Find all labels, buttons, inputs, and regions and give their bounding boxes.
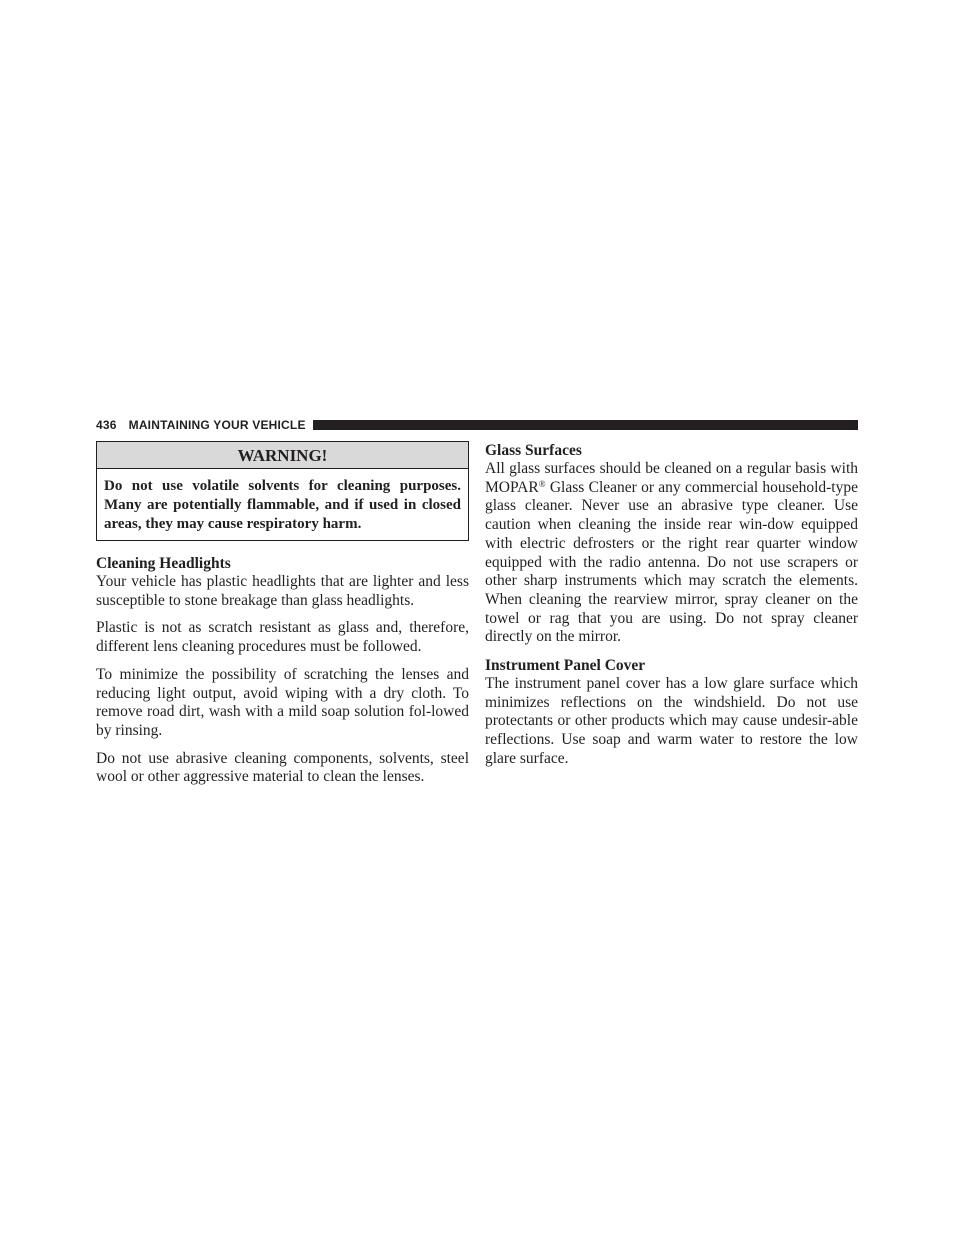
glass-surfaces-heading: Glass Surfaces bbox=[485, 442, 582, 459]
cleaning-headlights-heading: Cleaning Headlights bbox=[96, 555, 231, 572]
page-header bbox=[96, 416, 858, 434]
glass-text-end: Glass Cleaner or any commercial household-type glass cleaner. Never use an abrasive type cleaner. Use caution when cleaning the inside rear win-dow equipped with electric defrosters or the right rear quarter window equipped with the radio antenna. Do not use scrapers or other sharp instruments which may scratch the elements. When cleaning the rearview mirror, spray cleaner on the towel or rag that you are using. Do not spray cleaner directly on the mirror. bbox=[485, 478, 858, 646]
paragraph: Plastic is not as scratch resistant as glass and, therefore, different lens cleaning procedures must be followed. bbox=[96, 619, 469, 656]
glass-text-start: All glass surfaces should be cleaned on a regular basis with MOPAR bbox=[485, 460, 858, 496]
paragraph: To minimize the possibility of scratching the lenses and reducing light output, avoid wiping with a dry cloth. To remove road dirt, wash with a mild soap solution fol-lowed by rinsing. bbox=[96, 665, 469, 739]
warning-box bbox=[96, 441, 469, 541]
right-column bbox=[485, 441, 858, 778]
warning-text: Do not use volatile solvents for cleaning purposes. Many are potentially flammable, and if used in closed areas, they may cause respiratory harm. bbox=[104, 478, 461, 532]
header-rule bbox=[313, 420, 858, 430]
instrument-panel-cover-heading: Instrument Panel Cover bbox=[485, 657, 646, 675]
paragraph: Do not use abrasive cleaning components, solvents, steel wool or other aggressive material to clean the lenses. bbox=[96, 749, 469, 786]
paragraph: Your vehicle has plastic headlights that are lighter and less susceptible to stone breakage than glass headlights. bbox=[96, 573, 469, 609]
section-title: MAINTAINING YOUR VEHICLE bbox=[128, 418, 306, 432]
instrument-panel-paragraph: The instrument panel cover has a low glare surface which minimizes reflections on the windshield. Do not use protectants or other products which may cause undesir-able reflections. Use soap and warm water to restore the low glare surface. bbox=[485, 675, 858, 767]
page-number: 436 bbox=[96, 418, 117, 432]
warning-title: WARNING! bbox=[97, 442, 468, 469]
glass-surfaces-paragraph bbox=[485, 460, 858, 647]
left-column bbox=[96, 441, 469, 796]
registered-mark: ® bbox=[538, 478, 546, 489]
